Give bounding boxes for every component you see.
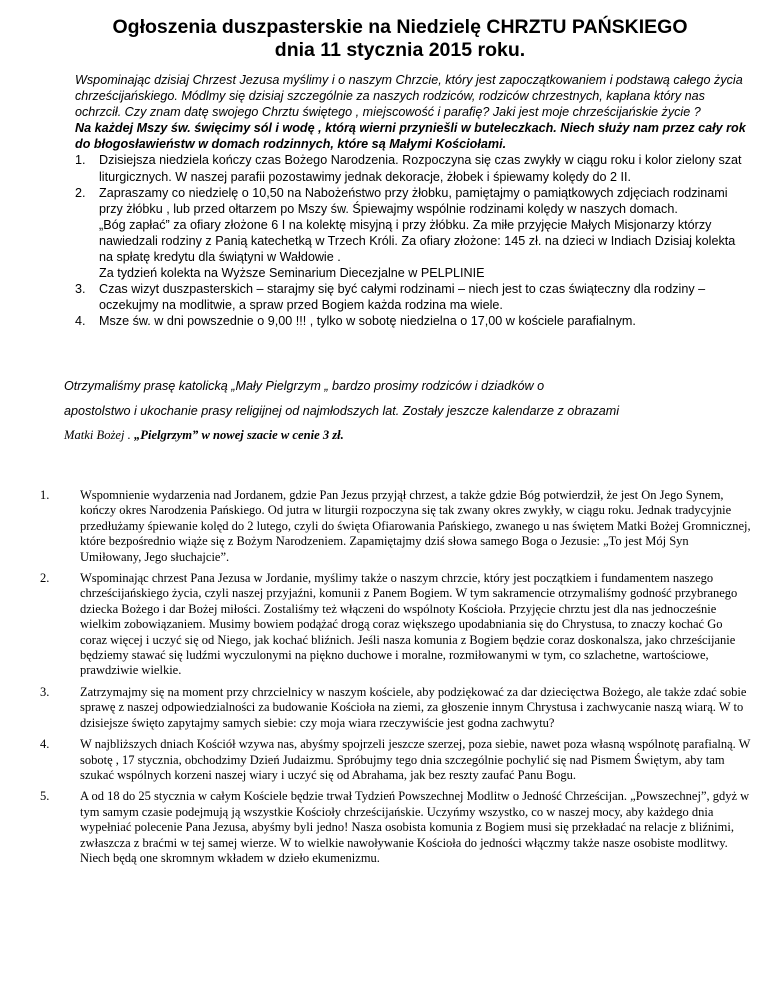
notice-text: Dzisiejsza niedziela kończy czas Bożego Narodzenia. Rozpoczyna się czas zwykły w ciągu roku i kolor zielony szat liturgicznych. W naszej parafii pozostawimy jednak dekoracje, żłobek i śpiewamy kolędy do 2 II. xyxy=(99,153,742,184)
press-notice-line-2: apostolstwo i ukochanie prasy religijnej od najmłodszych lat. Zostały jeszcze kalendarze z obrazami xyxy=(64,404,620,418)
notice-text: Za tydzień kolekta na Wyższe Seminarium Diecezjalne w PELPLINIE xyxy=(99,266,485,281)
notice-text: „Bóg zapłać” za ofiary złożone 6 I na kolektę misyjną i przy żłóbku. Za miłe przyjęcie Małych Misjonarzy którzy nawiedzali rodziny z Panią katechetką w Trzech Króli. Za ofiary złożone: 145 zł. na dzieci w Indiach Dzisiaj kolekta na spłatę kredytu dla świątyni w Wałdowie . xyxy=(99,217,736,265)
reflection-item xyxy=(40,737,752,783)
reflection-number: 1. xyxy=(40,488,50,502)
title-line-1: Ogłoszenia duszpasterskie na Niedzielę CHRZTU PAŃSKIEGO xyxy=(112,16,688,38)
reflection-item xyxy=(40,571,752,679)
press-notice-line-3 xyxy=(64,427,754,443)
notice-number: 4. xyxy=(75,314,86,329)
title-line-2: dnia 11 stycznia 2015 roku. xyxy=(274,39,526,61)
press-notice-line-3b: „Pielgrzym” w nowej szacie w cenie 3 zł. xyxy=(133,428,344,442)
notice-item xyxy=(75,152,747,184)
reflection-item xyxy=(40,685,752,731)
reflection-item xyxy=(40,789,752,866)
reflection-text: Wspomnienie wydarzenia nad Jordanem, gdzie Pan Jezus przyjął chrzest, a także gdzie Bóg potwierdził, że jest On Jego Synem, kończy okres Narodzenia Pańskiego. Od jutra w liturgii rozpoczyna się tak zwany okres zwykły, w ciągu roku. Jednak tradycyjnie przedłużamy śpiewanie kolęd do 2 lutego, czyli do święta Ofiarowania Pańskiego, zwanego u nas świętem Matki Bożej Gromnicznej, które bezpośrednio wiąże się z Bożym Narodzeniem. Zapamiętajmy dziś słowa samego Boga o Jezusie: „To jest Mój Syn Umiłowany, Jego słuchajcie”. xyxy=(80,488,751,564)
reflection-item xyxy=(40,488,752,565)
press-notice-line-3a: Matki Bożej . xyxy=(64,428,134,442)
page-title xyxy=(40,16,760,62)
reflection-text: Zatrzymajmy się na moment przy chrzcielnicy w naszym kościele, aby podziękować za dar dziecięctwa Bożego, ale także zdać sobie sprawę z naszej odpowiedzialności za budowanie Kościoła na ziemi, za głoszenie innym Chrystusa i zachwycanie naszą wiarą. W to dzisiejsze święto zapytajmy samych siebie: czy moja wiara rzeczywiście jest godna zachwytu? xyxy=(80,684,747,730)
notices-list xyxy=(75,152,747,329)
notice-item xyxy=(75,217,747,265)
reflection-number: 3. xyxy=(40,684,50,699)
reflection-number: 5. xyxy=(40,789,50,804)
intro-paragraph: Wspominając dzisiaj Chrzest Jezusa myślimy i o naszym Chrzcie, który jest zapoczątkowaniem i podstawą całego życia chrześcijańskiego. Módlmy się dzisiaj szczególnie za naszych rodziców, rodziców chrzestnych, kapłana który nas ochrzcił. Czy znam datę swojego Chrztu świętego , miejscowość i parafię? Jaki jest moje chrześcijańskie życie ? xyxy=(75,73,743,120)
notice-text: Msze św. w dni powszednie o 9,00 !!! , tylko w sobotę niedzielna o 17,00 w kościele parafialnym. xyxy=(99,314,636,329)
notice-number: 1. xyxy=(75,153,86,168)
reflection-number: 2. xyxy=(40,571,50,586)
reflection-text: W najbliższych dniach Kościół wzywa nas, abyśmy spojrzeli jeszcze szerzej, poza siebie, nawet poza własną wspólnotę parafialną. W sobotę , 17 stycznia, obchodzimy Dzień Judaizmu. Spróbujmy tego dnia szczególnie pochylić się nad Pismem Świętym, aby tam szukać wspólnych korzeni naszej wiary i uczyć się od Abrahama, jak bez reszty zaufać Panu Bogu. xyxy=(80,737,751,782)
announcements-section xyxy=(75,72,747,330)
reflection-text: A od 18 do 25 stycznia w całym Kościele będzie trwał Tydzień Powszechnej Modlitw o Jedność Chrześcijan. „Powszechnej”, gdyż w tym samym czasie podejmują ją wszystkie Kościoły chrześcijańskie. Uczyńmy wszystko, co w naszej mocy, aby każdego dnia wypełniać polecenie Pana Jezusa, abyśmy byli jedno! Nasza osobista komunia z Bogiem musi się przekładać na relacje z bliźnimi, zwłaszcza z braćmi w tej samej wierze. W to wielkie nawoływanie Kościoła do jedności włączmy także nasze osobiste modlitwy. Niech będą one skromnym wkładem w dzieło ekumenizmu. xyxy=(80,789,750,865)
notice-item xyxy=(75,281,747,313)
notice-item xyxy=(75,313,747,329)
notice-text: Czas wizyt duszpasterskich – starajmy się być całymi rodzinami – niech jest to czas świąteczny dla rodziny – oczekujmy na modlitwie, a spraw przed Bogiem każda rodzina ma wiele. xyxy=(99,282,706,313)
notice-item xyxy=(75,185,747,217)
reflections-list xyxy=(40,488,752,872)
blessing-paragraph: Na każdej Mszy św. święcimy sól i wodę , którą wierni przyniešli w buteleczkach. Niech służy nam przez cały rok do błogosławieństw w domach rodzinnych, które są Małymi Kościołami. xyxy=(75,121,746,152)
press-notice-line-1: Otrzymaliśmy prasę katolicką „Mały Pielgrzym „ bardzo prosimy rodziców i dziadków o xyxy=(64,379,545,393)
notice-item xyxy=(75,265,747,281)
reflection-text: Wspominając chrzest Pana Jezusa w Jordanie, myślimy także o naszym chrzcie, który jest początkiem i fundamentem naszego chrześcijańskiego życia, czyli naszej przyjaźni, komunii z Panem Bogiem. W tym sakramencie otrzymaliśmy godność przybranego dziecka Bożego i dar Bożej miłości. Zostaliśmy też włączeni do wspólnoty Kościoła. Przyjęcie chrztu jest dla nas jednocześnie wielkim zobowiązaniem. Musimy bowiem podążać drogą coraz większego upodabniania się do Chrystusa, to znaczy kochać Go coraz więcej i uczyć się od Niego, jak kochać bliźnich. Jeśli nasza komunia z Bogiem będzie coraz doskonalsza, jako chrześcijanie będziemy stawać się ludźmi wyczulonymi na piękno duchowe i moralne, rozmiłowanymi w tym, co szlachetne, wartościowe, prawdziwie wielkie. xyxy=(80,571,738,678)
notice-text: Zapraszamy co niedzielę o 10,50 na Nabożeństwo przy żłobku, pamiętajmy o pamiątkowych zdjęciach rodzinami przy żłóbku , lub przed ołtarzem po Mszy św. Śpiewajmy wspólnie rodzinami kolędy w naszych domach. xyxy=(99,185,728,216)
reflection-number: 4. xyxy=(40,737,50,752)
notice-number: 2. xyxy=(75,185,86,200)
notice-number: 3. xyxy=(75,282,86,297)
